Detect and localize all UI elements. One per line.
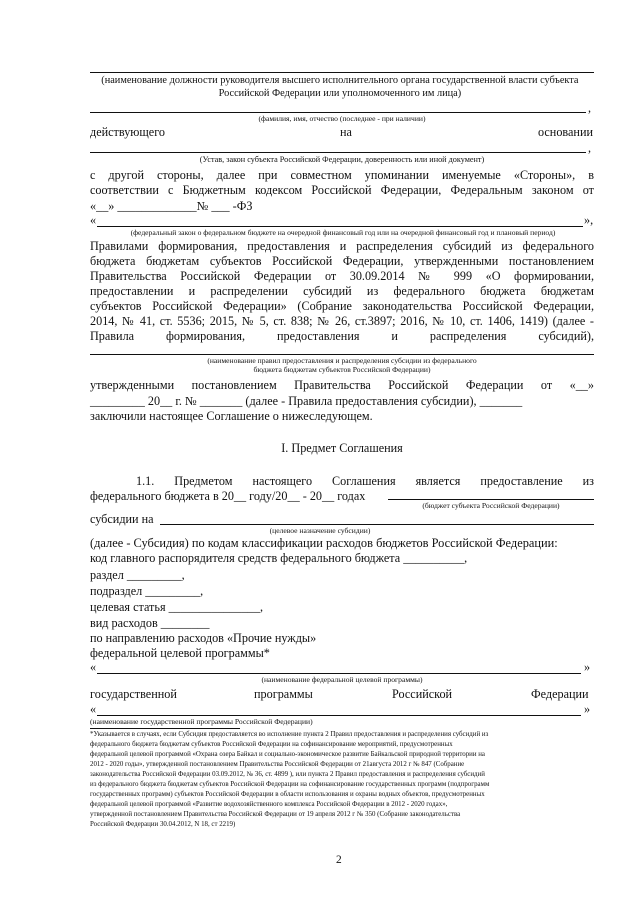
deistv-word-2: на [340, 125, 352, 139]
gp-rule [97, 715, 581, 716]
caption-fio: (фамилия, имя, отчество (последнее - при наличии) [258, 114, 426, 123]
fio-comma: , [588, 101, 592, 115]
sec1-line-2: федерального бюджета в 20__ году/20__ - 20__ годах [90, 489, 366, 503]
caption-pravila-2: бюджета бюджетам субъектов Российской Федерации) [253, 365, 431, 374]
para2-line-3: Правительства Российской Федерации от 30.09.2014 № 999 «О формировании, [90, 269, 594, 283]
sec1-line-10: по направлению расходов «Прочие нужды» [90, 631, 317, 645]
gos-word-4: Федерации [531, 687, 589, 701]
pravila-rule [90, 354, 594, 355]
deistv-word-1: действующего [90, 125, 165, 139]
fz-quote-close: », [584, 213, 594, 227]
caption-gp: (наименование государственной программы Российской Федерации) [90, 717, 313, 726]
caption-budget: (бюджет субъекта Российской Федерации) [422, 501, 560, 510]
fz-rule [97, 226, 583, 227]
footnote-line-8: федеральной целевой программой «Развитие водохозяйственного комплекса Российской Федерации в 2012 - 2020 годах», [90, 801, 448, 808]
page-number: 2 [336, 854, 342, 866]
para1-line-2: соответствии с Бюджетным кодексом Российской Федерации, Федеральным законом от [90, 183, 594, 197]
gp-quote-open: « [90, 702, 97, 716]
para2-line-7: Правила формирования, предоставления и распределения субсидий), [90, 329, 594, 343]
para3-line-3: заключили настоящее Соглашение о нижеследующем. [90, 409, 373, 423]
deistv-word-3: основании [538, 125, 593, 139]
caption-fcp: (наименование федеральной целевой программы) [261, 675, 423, 684]
caption-fz: (федеральный закон о федеральном бюджете на очередной финансовый год или на очередной финансовый год и плановый период) [130, 228, 556, 237]
para2-line-2: бюджета бюджетам субъектов Российской Федерации, утвержденными постановлением [90, 254, 594, 268]
fcp-quote-open: « [90, 660, 97, 674]
sec1-line-7: подраздел _________, [90, 584, 204, 598]
para3-line-2: _________ 20__ г. № _______ (далее - Правила предоставления субсидии), _______ [90, 394, 523, 408]
sec1-line-8: целевая статья _______________, [90, 600, 264, 614]
caption-head-line-1: (наименование должности руководителя высшего исполнительного органа государственной власти субъекта [101, 75, 579, 86]
purpose-rule [160, 524, 594, 525]
gos-word-3: Российской [392, 687, 453, 701]
fcp-rule [97, 673, 581, 674]
ustav-comma: , [588, 141, 592, 155]
fz-quote-open: « [90, 213, 97, 227]
para2-line-6: 2014, № 41, ст. 5536; 2015, № 5, ст. 838; № 26, ст.3897; 2016, № 10, ст. 1406, 1419) (далее - [90, 314, 594, 328]
gp-quote-close: » [584, 702, 591, 716]
caption-ustav: (Устав, закон субъекта Российской Федерации, доверенность или иной документ) [199, 155, 485, 164]
para1-line-3: «__» _____________№ ___ -ФЗ [90, 199, 253, 213]
fcp-quote-close: » [584, 660, 591, 674]
footnote-line-2: федерального бюджета бюджетам субъектов Российской Федерации на софинансирование мероприятий, предусмотренных [90, 741, 453, 748]
sec1-line-4: (далее - Субсидия) по кодам классификации расходов бюджетов Российской Федерации: [90, 536, 558, 550]
sec1-line-5: код главного распорядителя средств федерального бюджета __________, [90, 551, 468, 565]
footnote-line-6: из федерального бюджета бюджетам субъектов Российской Федерации на софинансирование государственных программ (подпрограмм [90, 781, 490, 788]
para2-line-4: предоставлении и распределении субсидий из федерального бюджета бюджетам [90, 284, 594, 298]
sec1-line-3: субсидии на [90, 512, 154, 526]
footnote-line-1: *Указывается в случаях, если Субсидия предоставляется во исполнение пункта 2 Правил предоставления и распределения субсидий из [90, 731, 489, 738]
ustav-rule [90, 152, 586, 153]
gos-word-1: государственной [90, 687, 177, 701]
gos-word-2: программы [254, 687, 313, 701]
sec1-line-11: федеральной целевой программы* [90, 646, 270, 660]
footnote-line-4: 2012 - 2020 годы», утвержденной постановлением Правительства Российской Федерации от 21августа 2012 г № 847 (Собрание [90, 761, 465, 768]
caption-pravila-1: (наименование правил предоставления и распределения субсидии из федерального [207, 356, 477, 365]
footnote-line-5: законодательства Российской Федерации 03.09.2012, № 36, ст. 4899 ), или пункта 2 Правил предоставления и распределения субсидий [90, 771, 485, 778]
footnote-line-3: федеральной целевой программой «Охрана озера Байкал и социально-экономическое развитие Байкальской природной территории на [90, 751, 485, 758]
section-title: I. Предмет Соглашения [281, 441, 403, 455]
fio-rule [90, 112, 586, 113]
top-rule [90, 72, 594, 73]
para2-line-5: субъектов Российской Федерации» (Собрание законодательства Российской Федерации, [90, 299, 594, 313]
para3-line-1: утвержденными постановлением Правительства Российской Федерации от «__» [90, 378, 594, 392]
sec1-line-6: раздел _________, [90, 568, 185, 582]
sec1-line-9: вид расходов ________ [90, 616, 210, 630]
budget-rule [388, 499, 594, 500]
footnote-line-9: утвержденной постановлением Правительства Российской Федерации от 19 апреля 2012 г № 350 (Собрание законодательства [90, 811, 461, 818]
para1-line-1: с другой стороны, далее при совместном упоминании именуемые «Стороны», в [90, 168, 594, 182]
sec1-line-1: 1.1. Предметом настоящего Соглашения является предоставление из [136, 474, 594, 488]
para2-line-1: Правилами формирования, предоставления и распределения субсидий из федерального [90, 239, 594, 253]
footnote-line-7: государственных программ) субъектов Российской Федерации в области использования и охраны водных объектов, предусмотренных [90, 791, 485, 798]
footnote-line-10: Российской Федерации 30.04.2012, N 18, ст 2219) [90, 821, 236, 828]
footnote-separator [90, 728, 240, 729]
caption-purpose: (целевое назначение субсидии) [269, 526, 371, 535]
caption-head-line-2: Российской Федерации или уполномоченного им лица) [218, 88, 462, 99]
